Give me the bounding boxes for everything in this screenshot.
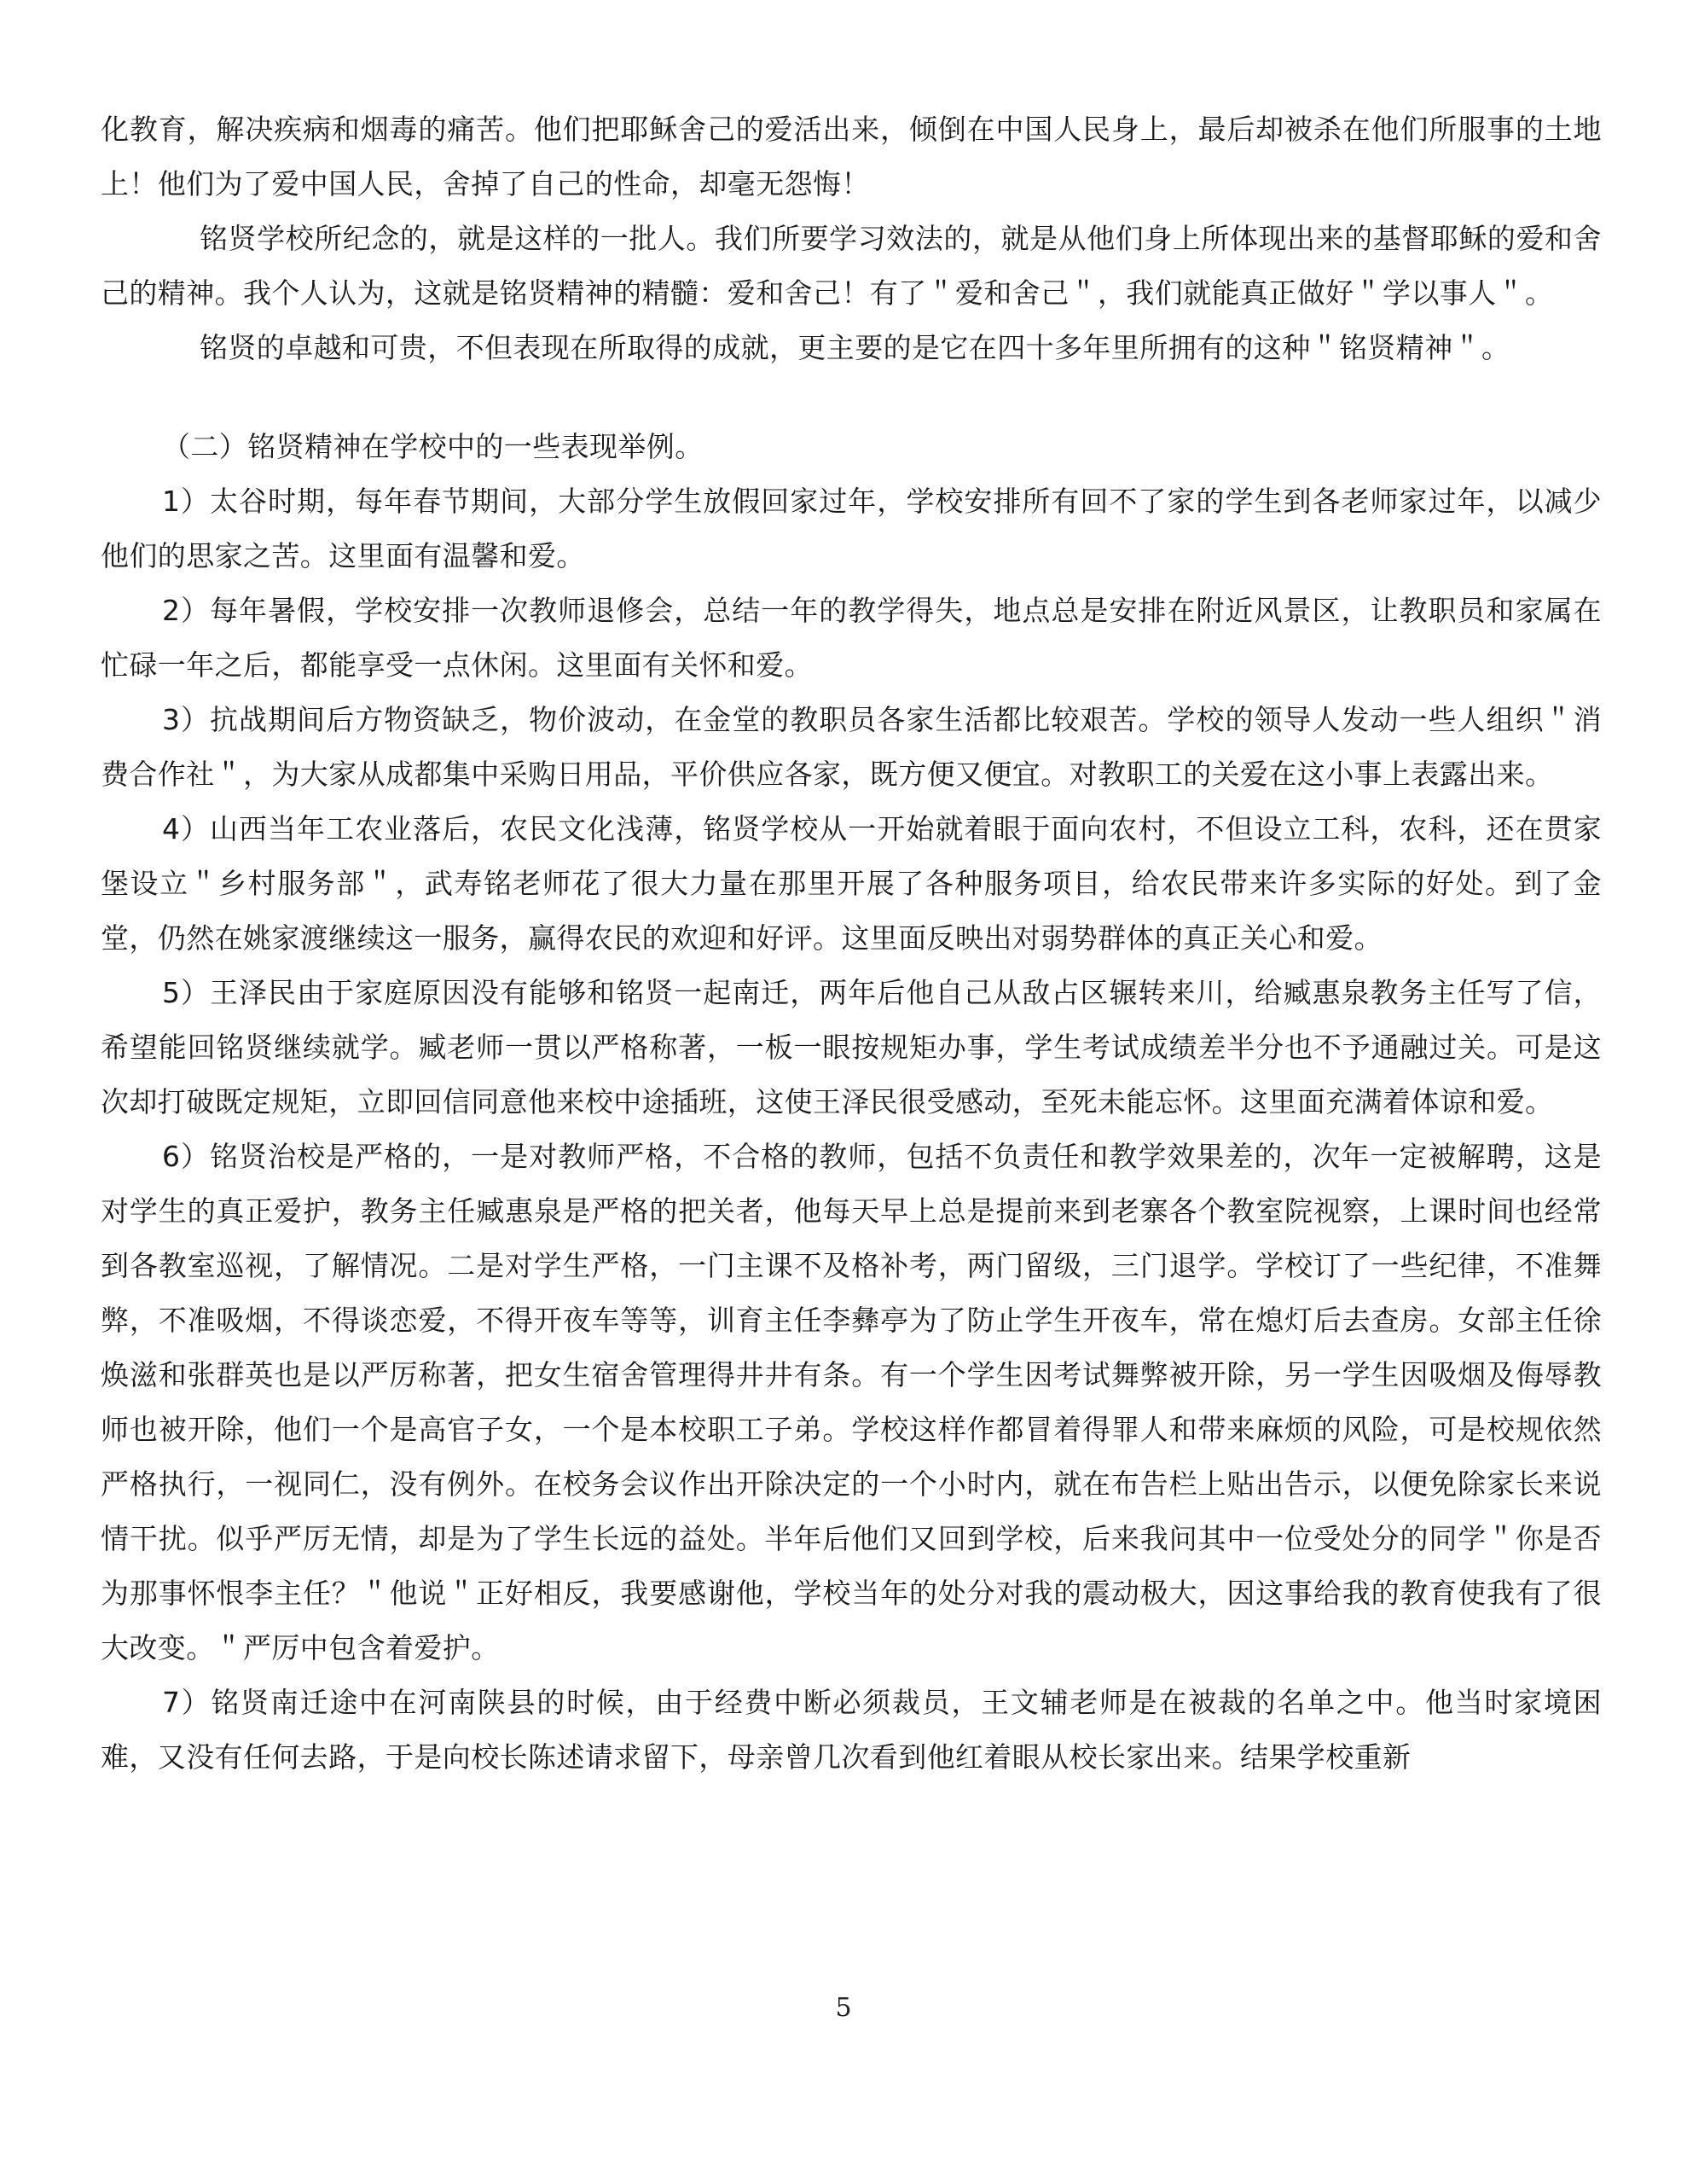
list-item-5: 5）王泽民由于家庭原因没有能够和铭贤一起南迁，两年后他自己从敌占区辗转来川，给臧惠泉教务主任写了信，希望能回铭贤继续就学。臧老师一贯以严格称著，一板一眼按规矩办事，学生考试成绩差半分也不予通融过关。可是这次却打破既定规矩，立即回信同意他来校中途插班，这使王泽民很受感动，至死未能忘怀。这里面充满着体谅和爱。 (101, 976, 1602, 1118)
paragraph-mingxian-memorial: 铭贤学校所纪念的，就是这样的一批人。我们所要学习效法的，就是从他们身上所体现出来的基督耶稣的爱和舍己的精神。我个人认为，这就是铭贤精神的精髓：爱和舍己！有了＂爱和舍己＂，我们就能真正做好＂学以事人＂。 (101, 222, 1602, 310)
list-item-6: 6）铭贤治校是严格的，一是对教师严格，不合格的教师，包括不负责任和教学效果差的，次年一定被解聘，这是对学生的真正爱护，教务主任臧惠泉是严格的把关者，他每天早上总是提前来到老寨各个教室院视察，上课时间也经常到各教室巡视，了解情况。二是对学生严格，一门主课不及格补考，两门留级，三门退学。学校订了一些纪律，不准舞弊，不准吸烟，不得谈恋爱，不得开夜车等等，训育主任李彝亭为了防止学生开夜车，常在熄灯后去查房。女部主任徐焕滋和张群英也是以严厉称著，把女生宿舍管理得井井有条。有一个学生因考试舞弊被开除，另一学生因吸烟及侮辱教师也被开除，他们一个是高官子女，一个是本校职工子弟。学校这样作都冒着得罪人和带来麻烦的风险，可是校规依然严格执行，一视同仁，没有例外。在校务会议作出开除决定的一个小时内，就在布告栏上贴出告示，以便免除家长来说情干扰。似乎严厉无情，却是为了学生长远的益处。半年后他们又回到学校，后来我问其中一位受处分的同学＂你是否为那事怀恨李主任？＂他说＂正好相反，我要感谢他，学校当年的处分对我的震动极大，因这事给我的教育使我有了很大改变。＂严厉中包含着爱护。 (101, 1140, 1602, 1664)
page-number: 5 (835, 1993, 852, 2023)
list-item-1: 1）太谷时期，每年春节期间，大部分学生放假回家过年，学校安排所有回不了家的学生到各老师家过年，以减少他们的思家之苦。这里面有温馨和爱。 (101, 485, 1602, 572)
list-item-4: 4）山西当年工农业落后，农民文化浅薄，铭贤学校从一开始就着眼于面向农村，不但设立工科，农科，还在贯家堡设立＂乡村服务部＂，武寿铭老师花了很大力量在那里开展了各种服务项目，给农民带来许多实际的好处。到了金堂，仍然在姚家渡继续这一服务，赢得农民的欢迎和好评。这里面反映出对弱势群体的真正关心和爱。 (101, 812, 1602, 955)
paragraph-continuation: 化教育，解决疾病和烟毒的痛苦。他们把耶稣舍己的爱活出来，倾倒在中国人民身上，最后却被杀在他们所服事的土地上！他们为了爱中国人民，舍掉了自己的性命，却毫无怨悔！ (101, 113, 1602, 200)
section-gap (101, 375, 1602, 420)
section-heading: （二）铭贤精神在学校中的一些表现举例。 (162, 430, 704, 463)
document-body (101, 102, 1602, 1785)
list-item-3: 3）抗战期间后方物资缺乏，物价波动，在金堂的教职员各家生活都比较艰苦。学校的领导人发动一些人组织＂消费合作社＂，为大家从成都集中采购日用品，平价供应各家，既方便又便宜。对教职工的关爱在这小事上表露出来。 (101, 703, 1602, 791)
list-item-2: 2）每年暑假，学校安排一次教师退修会，总结一年的教学得失，地点总是安排在附近风景区，让教职员和家属在忙碌一年之后，都能享受一点休闲。这里面有关怀和爱。 (101, 594, 1602, 682)
list-item-7: 7）铭贤南迁途中在河南陕县的时候，由于经费中断必须裁员，王文辅老师是在被裁的名单之中。他当时家境困难，又没有任何去路，于是向校长陈述请求留下，母亲曾几次看到他红着眼从校长家出来。结果学校重新 (101, 1686, 1602, 1774)
paragraph-mingxian-spirit: 铭贤的卓越和可贵，不但表现在所取得的成就，更主要的是它在四十多年里所拥有的这种＂铭贤精神＂。 (200, 331, 1510, 364)
